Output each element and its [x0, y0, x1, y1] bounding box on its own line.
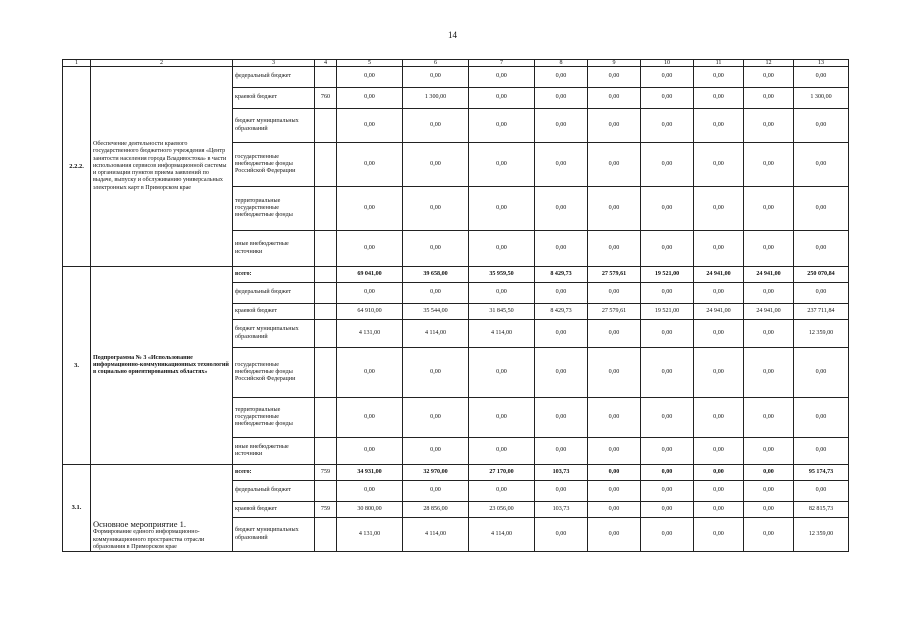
amount-cell: 0,00	[535, 320, 588, 348]
amount-cell: 24 941,00	[744, 304, 794, 320]
amount-cell: 19 521,00	[641, 304, 694, 320]
amount-cell: 0,00	[588, 143, 641, 187]
amount-cell: 0,00	[641, 465, 694, 481]
amount-cell: 0,00	[694, 348, 744, 398]
amount-cell: 0,00	[535, 67, 588, 88]
amount-cell: 0,00	[694, 67, 744, 88]
amount-cell: 0,00	[744, 502, 794, 518]
amount-cell: 27 579,61	[588, 267, 641, 283]
amount-cell: 0,00	[337, 143, 403, 187]
amount-cell: 1 300,00	[794, 88, 849, 109]
budget-code	[315, 283, 337, 304]
table-row	[63, 465, 849, 481]
amount-cell: 0,00	[641, 502, 694, 518]
amount-cell: 0,00	[794, 438, 849, 465]
budget-code	[315, 187, 337, 231]
amount-cell: 0,00	[535, 348, 588, 398]
budget-code	[315, 398, 337, 438]
budget-code	[315, 348, 337, 398]
amount-cell: 28 856,00	[403, 502, 469, 518]
page-number: 14	[448, 30, 457, 40]
column-header: 9	[588, 60, 641, 67]
funding-source: бюджет муниципальных образований	[233, 320, 315, 348]
amount-cell: 0,00	[641, 143, 694, 187]
funding-source: федеральный бюджет	[233, 481, 315, 502]
item-index: 3.1.	[63, 465, 91, 552]
amount-cell: 0,00	[403, 398, 469, 438]
amount-cell: 0,00	[403, 143, 469, 187]
item-description-text: Подпрограмма № 3 «Использование информационно-коммуникационных технологий в социально ориентированных областях»	[93, 354, 229, 376]
amount-cell: 0,00	[794, 67, 849, 88]
amount-cell: 0,00	[588, 320, 641, 348]
column-header: 2	[91, 60, 233, 67]
column-header: 8	[535, 60, 588, 67]
budget-code	[315, 518, 337, 552]
amount-cell: 0,00	[694, 109, 744, 143]
amount-cell: 0,00	[694, 143, 744, 187]
amount-cell: 0,00	[794, 398, 849, 438]
amount-cell: 0,00	[588, 67, 641, 88]
amount-cell: 0,00	[469, 438, 535, 465]
funding-source: всего:	[233, 465, 315, 481]
amount-cell: 27 579,61	[588, 304, 641, 320]
amount-cell: 0,00	[588, 348, 641, 398]
amount-cell: 0,00	[694, 481, 744, 502]
amount-cell: 0,00	[469, 283, 535, 304]
amount-cell: 35 959,50	[469, 267, 535, 283]
amount-cell: 0,00	[641, 187, 694, 231]
budget-code: 759	[315, 465, 337, 481]
amount-cell: 0,00	[403, 109, 469, 143]
amount-cell: 0,00	[337, 67, 403, 88]
column-header: 3	[233, 60, 315, 67]
amount-cell: 0,00	[469, 348, 535, 398]
amount-cell: 0,00	[744, 465, 794, 481]
budget-code: 759	[315, 502, 337, 518]
amount-cell: 4 114,00	[469, 320, 535, 348]
amount-cell: 103,73	[535, 502, 588, 518]
funding-source: бюджет муниципальных образований	[233, 109, 315, 143]
funding-source: краевой бюджет	[233, 502, 315, 518]
column-header: 6	[403, 60, 469, 67]
funding-source: территориальные государственные внебюджетные фонды	[233, 398, 315, 438]
amount-cell: 0,00	[694, 518, 744, 552]
amount-cell: 0,00	[744, 438, 794, 465]
item-description	[91, 67, 233, 267]
amount-cell: 0,00	[535, 398, 588, 438]
funding-source: государственные внебюджетные фонды Российской Федерации	[233, 143, 315, 187]
amount-cell: 0,00	[641, 348, 694, 398]
amount-cell: 0,00	[794, 109, 849, 143]
amount-cell: 0,00	[641, 398, 694, 438]
amount-cell: 103,73	[535, 465, 588, 481]
amount-cell: 0,00	[641, 283, 694, 304]
amount-cell: 0,00	[744, 348, 794, 398]
amount-cell: 0,00	[337, 88, 403, 109]
column-header: 11	[694, 60, 744, 67]
amount-cell: 0,00	[337, 283, 403, 304]
amount-cell: 0,00	[694, 283, 744, 304]
budget-code	[315, 231, 337, 267]
amount-cell: 1 300,00	[403, 88, 469, 109]
amount-cell: 0,00	[337, 348, 403, 398]
amount-cell: 0,00	[588, 481, 641, 502]
amount-cell: 0,00	[469, 143, 535, 187]
amount-cell: 19 521,00	[641, 267, 694, 283]
amount-cell: 0,00	[794, 231, 849, 267]
amount-cell: 24 941,00	[694, 267, 744, 283]
amount-cell: 0,00	[694, 502, 744, 518]
amount-cell: 0,00	[641, 320, 694, 348]
budget-table	[62, 59, 849, 552]
amount-cell: 24 941,00	[694, 304, 744, 320]
amount-cell: 250 070,84	[794, 267, 849, 283]
amount-cell: 0,00	[403, 187, 469, 231]
amount-cell: 34 931,00	[337, 465, 403, 481]
budget-code	[315, 304, 337, 320]
funding-source: государственные внебюджетные фонды Российской Федерации	[233, 348, 315, 398]
column-header: 13	[794, 60, 849, 67]
funding-source: всего:	[233, 267, 315, 283]
amount-cell: 64 910,00	[337, 304, 403, 320]
amount-cell: 0,00	[588, 518, 641, 552]
amount-cell: 0,00	[744, 67, 794, 88]
amount-cell: 0,00	[469, 187, 535, 231]
amount-cell: 69 041,00	[337, 267, 403, 283]
amount-cell: 8 429,73	[535, 267, 588, 283]
amount-cell: 0,00	[588, 231, 641, 267]
amount-cell: 0,00	[337, 438, 403, 465]
amount-cell: 0,00	[744, 398, 794, 438]
column-header: 12	[744, 60, 794, 67]
amount-cell: 0,00	[588, 283, 641, 304]
amount-cell: 0,00	[588, 109, 641, 143]
budget-code: 760	[315, 88, 337, 109]
amount-cell: 0,00	[403, 283, 469, 304]
amount-cell: 82 815,73	[794, 502, 849, 518]
column-header: 7	[469, 60, 535, 67]
column-header: 1	[63, 60, 91, 67]
amount-cell: 27 170,00	[469, 465, 535, 481]
amount-cell: 0,00	[469, 88, 535, 109]
item-description	[91, 465, 233, 552]
amount-cell: 32 970,00	[403, 465, 469, 481]
amount-cell: 0,00	[403, 348, 469, 398]
amount-cell: 0,00	[535, 481, 588, 502]
amount-cell: 39 658,00	[403, 267, 469, 283]
amount-cell: 0,00	[535, 88, 588, 109]
amount-cell: 0,00	[744, 109, 794, 143]
amount-cell: 0,00	[641, 481, 694, 502]
table-row	[63, 267, 849, 283]
column-number-row	[63, 60, 849, 67]
funding-source: иные внебюджетные источники	[233, 438, 315, 465]
amount-cell: 0,00	[588, 88, 641, 109]
amount-cell: 35 544,00	[403, 304, 469, 320]
column-header: 5	[337, 60, 403, 67]
amount-cell: 0,00	[403, 231, 469, 267]
amount-cell: 0,00	[535, 143, 588, 187]
amount-cell: 0,00	[641, 438, 694, 465]
item-description-text: Формирование единого информационно-коммуникационного пространства отрасли образования в Приморском крае	[93, 529, 205, 550]
funding-source: краевой бюджет	[233, 304, 315, 320]
budget-code	[315, 109, 337, 143]
amount-cell: 0,00	[588, 438, 641, 465]
amount-cell: 0,00	[588, 187, 641, 231]
amount-cell: 0,00	[794, 348, 849, 398]
item-index: 3.	[63, 267, 91, 465]
amount-cell: 0,00	[588, 465, 641, 481]
amount-cell: 30 800,00	[337, 502, 403, 518]
amount-cell: 0,00	[794, 187, 849, 231]
amount-cell: 0,00	[469, 67, 535, 88]
amount-cell: 0,00	[641, 67, 694, 88]
budget-code	[315, 267, 337, 283]
funding-source: краевой бюджет	[233, 88, 315, 109]
amount-cell: 0,00	[403, 438, 469, 465]
amount-cell: 0,00	[469, 231, 535, 267]
funding-source: территориальные государственные внебюджетные фонды	[233, 187, 315, 231]
amount-cell: 0,00	[403, 67, 469, 88]
budget-code	[315, 320, 337, 348]
funding-source: федеральный бюджет	[233, 67, 315, 88]
budget-code	[315, 67, 337, 88]
amount-cell: 0,00	[744, 231, 794, 267]
item-index: 2.2.2.	[63, 67, 91, 267]
budget-code	[315, 438, 337, 465]
amount-cell: 12 359,00	[794, 320, 849, 348]
amount-cell: 95 174,73	[794, 465, 849, 481]
amount-cell: 4 131,00	[337, 518, 403, 552]
budget-code	[315, 143, 337, 187]
funding-source: бюджет муниципальных образований	[233, 518, 315, 552]
amount-cell: 0,00	[694, 88, 744, 109]
amount-cell: 0,00	[641, 518, 694, 552]
item-description-title: Основное мероприятие 1.	[93, 518, 186, 529]
column-header: 4	[315, 60, 337, 67]
amount-cell: 0,00	[337, 231, 403, 267]
amount-cell: 4 114,00	[403, 320, 469, 348]
amount-cell: 4 114,00	[403, 518, 469, 552]
amount-cell: 0,00	[694, 398, 744, 438]
amount-cell: 237 711,84	[794, 304, 849, 320]
amount-cell: 0,00	[794, 143, 849, 187]
amount-cell: 0,00	[694, 465, 744, 481]
amount-cell: 0,00	[641, 231, 694, 267]
amount-cell: 0,00	[535, 187, 588, 231]
amount-cell: 0,00	[337, 481, 403, 502]
amount-cell: 0,00	[535, 109, 588, 143]
amount-cell: 0,00	[744, 187, 794, 231]
funding-source: федеральный бюджет	[233, 283, 315, 304]
amount-cell: 23 056,00	[469, 502, 535, 518]
column-header: 10	[641, 60, 694, 67]
item-description-text: Обеспечение деятельности краевого государственного бюджетного учреждения «Центр занятости населения города Владивостока» в части использования сервисов информационной системы и организации пунктов приема заявлений по выдаче, выпуску и обслуживанию универсальных электронных карт в Приморском крае	[93, 141, 227, 191]
amount-cell: 0,00	[469, 481, 535, 502]
amount-cell: 24 941,00	[744, 267, 794, 283]
amount-cell: 0,00	[744, 518, 794, 552]
amount-cell: 0,00	[694, 320, 744, 348]
amount-cell: 8 429,73	[535, 304, 588, 320]
amount-cell: 0,00	[744, 88, 794, 109]
amount-cell: 0,00	[744, 481, 794, 502]
amount-cell: 0,00	[337, 187, 403, 231]
amount-cell: 0,00	[535, 283, 588, 304]
table-row	[63, 67, 849, 88]
amount-cell: 0,00	[588, 398, 641, 438]
amount-cell: 0,00	[469, 398, 535, 438]
amount-cell: 0,00	[469, 109, 535, 143]
budget-code	[315, 481, 337, 502]
amount-cell: 0,00	[744, 320, 794, 348]
amount-cell: 0,00	[694, 187, 744, 231]
amount-cell: 0,00	[744, 283, 794, 304]
amount-cell: 0,00	[535, 438, 588, 465]
amount-cell: 0,00	[744, 143, 794, 187]
amount-cell: 0,00	[694, 231, 744, 267]
amount-cell: 0,00	[535, 231, 588, 267]
amount-cell: 0,00	[794, 481, 849, 502]
amount-cell: 31 845,50	[469, 304, 535, 320]
amount-cell: 4 131,00	[337, 320, 403, 348]
amount-cell: 0,00	[337, 398, 403, 438]
amount-cell: 12 359,00	[794, 518, 849, 552]
amount-cell: 0,00	[694, 438, 744, 465]
amount-cell: 0,00	[641, 88, 694, 109]
amount-cell: 0,00	[337, 109, 403, 143]
amount-cell: 0,00	[641, 109, 694, 143]
amount-cell: 0,00	[535, 518, 588, 552]
amount-cell: 4 114,00	[469, 518, 535, 552]
item-description	[91, 267, 233, 465]
amount-cell: 0,00	[588, 502, 641, 518]
amount-cell: 0,00	[794, 283, 849, 304]
funding-source: иные внебюджетные источники	[233, 231, 315, 267]
amount-cell: 0,00	[403, 481, 469, 502]
